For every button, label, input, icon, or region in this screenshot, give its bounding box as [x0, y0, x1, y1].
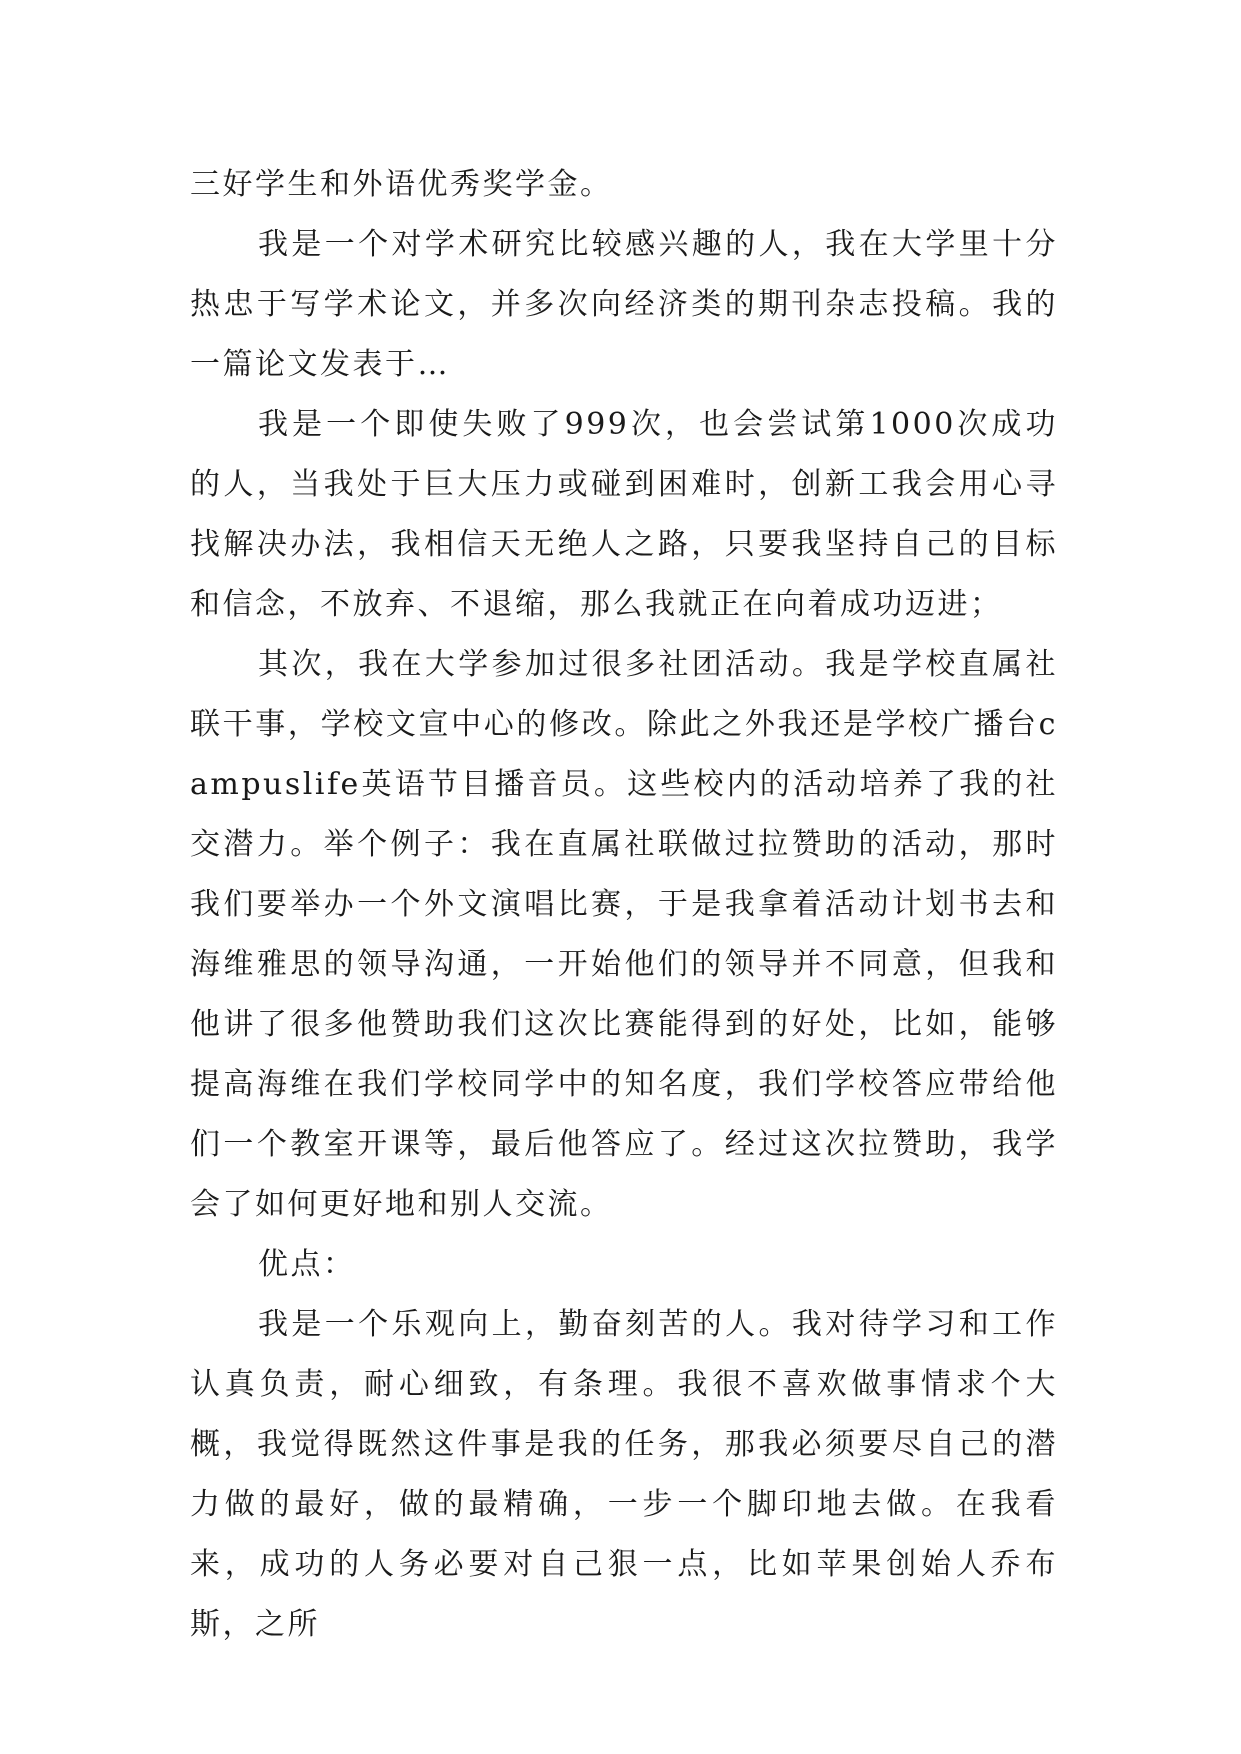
paragraph-3: 我是一个即使失败了999次，也会尝试第1000次成功的人，当我处于巨大压力或碰到困难时，创新工我会用心寻找解决办法，我相信天无绝人之路，只要我坚持自己的目标和信念，不放弃、不退缩，那么我就正在向着成功迈进； — [190, 407, 1058, 622]
paragraph-1: 三好学生和外语优秀奖学金。 — [190, 167, 613, 202]
paragraph-5-heading-advantages: 优点： — [258, 1247, 356, 1282]
paragraph-6: 我是一个乐观向上，勤奋刻苦的人。我对待学习和工作认真负责，耐心细致，有条理。我很不喜欢做事情求个大概，我觉得既然这件事是我的任务，那我必须要尽自己的潜力做的最好，做的最精确，一步一个脚印地去做。在我看来，成功的人务必要对自己狠一点，比如苹果创始人乔布斯，之所 — [190, 1307, 1058, 1642]
document-body — [190, 155, 1058, 1655]
paragraph-4: 其次，我在大学参加过很多社团活动。我是学校直属社联干事，学校文宣中心的修改。除此之外我还是学校广播台campuslife英语节目播音员。这些校内的活动培养了我的社交潜力。举个例子：我在直属社联做过拉赞助的活动，那时我们要举办一个外文演唱比赛，于是我拿着活动计划书去和海维雅思的领导沟通，一开始他们的领导并不同意，但我和他讲了很多他赞助我们这次比赛能得到的好处，比如，能够提高海维在我们学校同学中的知名度，我们学校答应带给他们一个教室开课等，最后他答应了。经过这次拉赞助，我学会了如何更好地和别人交流。 — [190, 647, 1058, 1222]
paragraph-2: 我是一个对学术研究比较感兴趣的人，我在大学里十分热忠于写学术论文，并多次向经济类的期刊杂志投稿。我的一篇论文发表于… — [190, 227, 1058, 382]
